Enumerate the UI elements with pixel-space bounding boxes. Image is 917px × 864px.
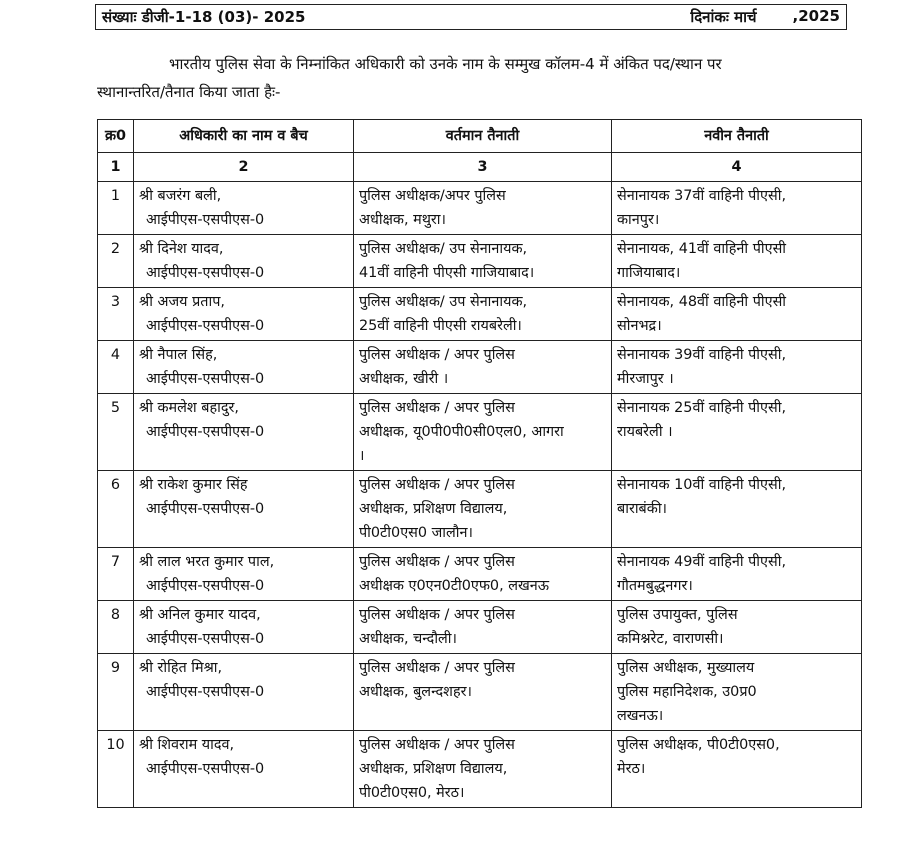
current-posting-line: पुलिस अधीक्षक/ उप सेनानायक,: [359, 294, 528, 310]
current-posting-line: पुलिस अधीक्षक/अपर पुलिस: [359, 188, 506, 204]
serial-number: 3: [98, 288, 134, 341]
current-posting-cell: [354, 654, 612, 731]
new-posting-cell: [612, 548, 862, 601]
officer-name-cell: [134, 394, 354, 471]
new-posting-line: मीरजापुर ।: [617, 371, 674, 387]
officer-name-cell: [134, 341, 354, 394]
new-posting-line: बाराबंकी।: [617, 501, 668, 517]
new-posting-cell: [612, 654, 862, 731]
new-posting-cell: [612, 601, 862, 654]
new-posting-cell: [612, 394, 862, 471]
current-posting-line: पुलिस अधीक्षक / अपर पुलिस: [359, 347, 515, 363]
officer-name-line: श्री अजय प्रताप,: [139, 294, 225, 310]
officer-name-line: श्री अनिल कुमार यादव,: [139, 607, 261, 623]
serial-number: 1: [98, 182, 134, 235]
new-posting-line: कानपुर।: [617, 212, 660, 228]
officer-name-line: आईपीएस-एसपीएस-0: [146, 318, 265, 334]
officer-name-line: श्री बजरंग बली,: [139, 188, 222, 204]
intro-line-2: स्थानान्तरित/तैनात किया जाता हैः-: [97, 83, 281, 101]
new-posting-line: सेनानायक 25वीं वाहिनी पीएसी,: [617, 400, 787, 416]
current-posting-line: अधीक्षक, प्रशिक्षण विद्यालय,: [359, 761, 508, 777]
table-row: [98, 654, 862, 731]
officer-name-line: आईपीएस-एसपीएस-0: [146, 212, 265, 228]
current-posting-line: पी0टी0एस0, मेरठ।: [359, 785, 465, 801]
officer-name-line: श्री राकेश कुमार सिंह: [139, 477, 248, 493]
new-posting-cell: [612, 235, 862, 288]
transfer-table: [97, 119, 862, 808]
table-row: [98, 548, 862, 601]
current-posting-line: पी0टी0एस0 जालौन।: [359, 525, 473, 541]
column-number: 1: [98, 153, 134, 182]
current-posting-line: अधीक्षक, चन्दौली।: [359, 631, 457, 647]
current-posting-line: अधीक्षक, खीरी ।: [359, 371, 449, 387]
new-posting-line: कमिश्नरेट, वाराणसी।: [617, 631, 724, 647]
current-posting-cell: [354, 235, 612, 288]
current-posting-line: पुलिस अधीक्षक/ उप सेनानायक,: [359, 241, 528, 257]
officer-name-line: आईपीएस-एसपीएस-0: [146, 761, 265, 777]
officer-name-line: श्री नैपाल सिंह,: [139, 347, 218, 363]
serial-number: 8: [98, 601, 134, 654]
officer-name-cell: [134, 288, 354, 341]
new-posting-line: सेनानायक 39वीं वाहिनी पीएसी,: [617, 347, 787, 363]
current-posting-line: 25वीं वाहिनी पीएसी रायबरेली।: [359, 318, 522, 334]
current-posting-line: अधीक्षक, मथुरा।: [359, 212, 446, 228]
column-number: 2: [134, 153, 354, 182]
header-current-posting: वर्तमान तैनाती: [354, 120, 612, 153]
order-header: [95, 4, 847, 30]
new-posting-line: सेनानायक 10वीं वाहिनी पीएसी,: [617, 477, 787, 493]
current-posting-cell: [354, 341, 612, 394]
intro-paragraph: [97, 50, 857, 106]
new-posting-line: पुलिस अधीक्षक, पी0टी0एस0,: [617, 737, 780, 753]
new-posting-cell: [612, 341, 862, 394]
header-name: अधिकारी का नाम व बैच: [134, 120, 354, 153]
officer-name-line: आईपीएस-एसपीएस-0: [146, 501, 265, 517]
order-number: संख्याः डीजी-1-18 (03)- 2025: [102, 8, 306, 26]
new-posting-cell: [612, 288, 862, 341]
current-posting-line: ।: [359, 448, 365, 464]
officer-name-line: श्री लाल भरत कुमार पाल,: [139, 554, 275, 570]
officer-name-cell: [134, 731, 354, 808]
new-posting-line: पुलिस उपायुक्त, पुलिस: [617, 607, 738, 623]
new-posting-cell: [612, 182, 862, 235]
officer-name-line: श्री शिवराम यादव,: [139, 737, 235, 753]
column-number: 3: [354, 153, 612, 182]
officer-name-line: श्री रोहित मिश्रा,: [139, 660, 223, 676]
officer-name-cell: [134, 471, 354, 548]
officer-name-cell: [134, 235, 354, 288]
current-posting-cell: [354, 731, 612, 808]
serial-number: 10: [98, 731, 134, 808]
current-posting-line: पुलिस अधीक्षक / अपर पुलिस: [359, 400, 515, 416]
serial-number: 7: [98, 548, 134, 601]
order-date: [690, 7, 840, 27]
intro-line-1: भारतीय पुलिस सेवा के निम्नांकित अधिकारी को उनके नाम के सम्मुख कॉलम-4 में अंकित पद/स्थान पर: [169, 55, 722, 73]
current-posting-cell: [354, 394, 612, 471]
table-row: [98, 601, 862, 654]
table-header-row: [98, 120, 862, 153]
new-posting-line: सेनानायक 49वीं वाहिनी पीएसी,: [617, 554, 787, 570]
table-row: [98, 182, 862, 235]
current-posting-line: अधीक्षक, प्रशिक्षण विद्यालय,: [359, 501, 508, 517]
current-posting-line: अधीक्षक, बुलन्दशहर।: [359, 684, 472, 700]
officer-name-cell: [134, 548, 354, 601]
serial-number: 9: [98, 654, 134, 731]
officer-name-cell: [134, 654, 354, 731]
serial-number: 5: [98, 394, 134, 471]
new-posting-line: गाजियाबाद।: [617, 265, 681, 281]
new-posting-line: सेनानायक, 41वीं वाहिनी पीएसी: [617, 241, 787, 257]
table-body: [98, 182, 862, 808]
officer-name-cell: [134, 182, 354, 235]
table-row: [98, 235, 862, 288]
date-label: दिनांकः मार्च: [690, 8, 757, 26]
current-posting-line: पुलिस अधीक्षक / अपर पुलिस: [359, 607, 515, 623]
officer-name-line: आईपीएस-एसपीएस-0: [146, 424, 265, 440]
officer-name-line: आईपीएस-एसपीएस-0: [146, 684, 265, 700]
officer-name-line: श्री कमलेश बहादुर,: [139, 400, 239, 416]
current-posting-cell: [354, 182, 612, 235]
officer-name-line: आईपीएस-एसपीएस-0: [146, 371, 265, 387]
new-posting-line: पुलिस महानिदेशक, उ0प्र0: [617, 684, 757, 700]
serial-number: 6: [98, 471, 134, 548]
new-posting-line: सेनानायक 37वीं वाहिनी पीएसी,: [617, 188, 787, 204]
current-posting-line: अधीक्षक, यू0पी0पी0सी0एल0, आगरा: [359, 424, 564, 440]
officer-name-line: श्री दिनेश यादव,: [139, 241, 224, 257]
officer-name-line: आईपीएस-एसपीएस-0: [146, 631, 265, 647]
current-posting-cell: [354, 548, 612, 601]
date-year: ,2025: [792, 7, 840, 25]
column-number-row: [98, 153, 862, 182]
new-posting-cell: [612, 471, 862, 548]
current-posting-line: अधीक्षक ए0एन0टी0एफ0, लखनऊ: [359, 578, 550, 594]
new-posting-cell: [612, 731, 862, 808]
current-posting-line: पुलिस अधीक्षक / अपर पुलिस: [359, 554, 515, 570]
new-posting-line: लखनऊ।: [617, 708, 664, 724]
current-posting-line: पुलिस अधीक्षक / अपर पुलिस: [359, 477, 515, 493]
serial-number: 2: [98, 235, 134, 288]
officer-name-line: आईपीएस-एसपीएस-0: [146, 578, 265, 594]
current-posting-cell: [354, 288, 612, 341]
new-posting-line: सोनभद्र।: [617, 318, 662, 334]
serial-number: 4: [98, 341, 134, 394]
new-posting-line: सेनानायक, 48वीं वाहिनी पीएसी: [617, 294, 787, 310]
current-posting-line: पुलिस अधीक्षक / अपर पुलिस: [359, 660, 515, 676]
header-new-posting: नवीन तैनाती: [612, 120, 862, 153]
table-row: [98, 471, 862, 548]
column-number: 4: [612, 153, 862, 182]
new-posting-line: गौतमबुद्धनगर।: [617, 578, 693, 594]
new-posting-line: रायबरेली ।: [617, 424, 673, 440]
new-posting-line: मेरठ।: [617, 761, 646, 777]
header-sno: क्र0: [98, 120, 134, 153]
officer-name-cell: [134, 601, 354, 654]
table-row: [98, 341, 862, 394]
current-posting-cell: [354, 471, 612, 548]
officer-name-line: आईपीएस-एसपीएस-0: [146, 265, 265, 281]
table-row: [98, 731, 862, 808]
new-posting-line: पुलिस अधीक्षक, मुख्यालय: [617, 660, 755, 676]
current-posting-cell: [354, 601, 612, 654]
current-posting-line: 41वीं वाहिनी पीएसी गाजियाबाद।: [359, 265, 535, 281]
table-row: [98, 288, 862, 341]
current-posting-line: पुलिस अधीक्षक / अपर पुलिस: [359, 737, 515, 753]
table-row: [98, 394, 862, 471]
